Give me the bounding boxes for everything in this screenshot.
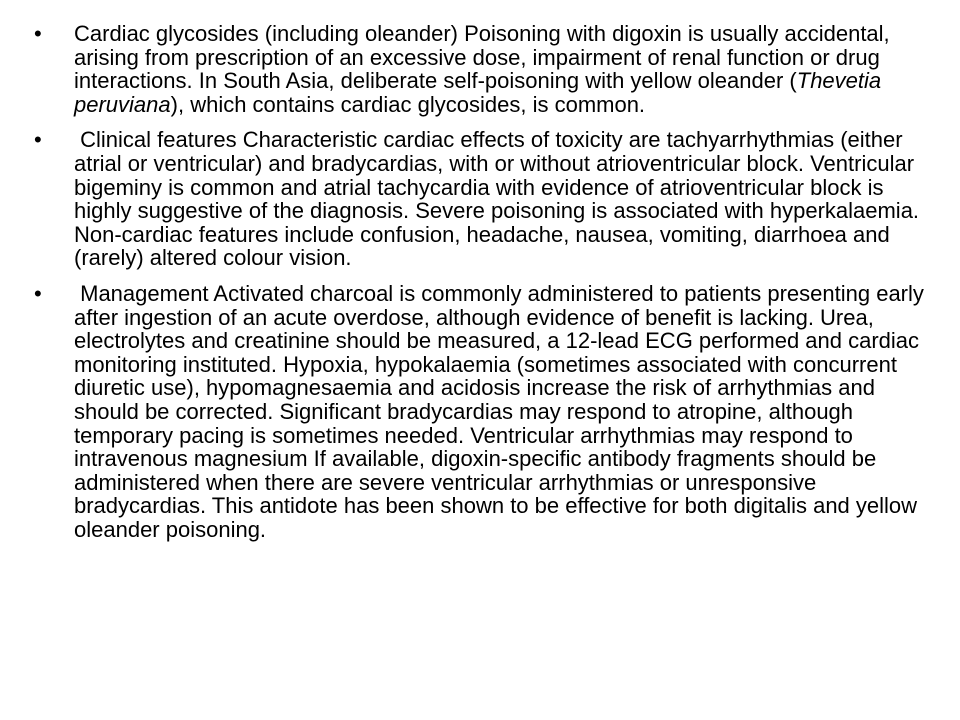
bullet-text-clinical-features: Clinical features Characteristic cardiac effects of toxicity are tachyarrhythmias (either atrial or ventricular) and bradycardias, with or without atrioventricular block. Ventricular bigeminy is common and atrial tachycardia with evidence of atrioventricular block is highly suggestive of the diagnosis. Severe poisoning is associated with hyperkalaemia. Non-cardiac features include confusion, headache, nausea, vomiting, diarrhoea and (rarely) altered colour vision. [74, 127, 926, 271]
bullet-item-management [34, 282, 934, 542]
bullet-text-part: ), which contains cardiac glycosides, is common. [170, 91, 646, 117]
italic-species-name: Thevetia peruviana [74, 68, 882, 117]
bullet-dot-icon: • [34, 280, 42, 306]
bullet-text-management: Management Activated charcoal is commonly administered to patients presenting early after ingestion of an acute overdose, although evidence of benefit is lacking. Urea, electrolytes and creatinine should be measured, a 12-lead ECG performed and cardiac monitoring instituted. Hypoxia, hypokalaemia (sometimes associated with concurrent diuretic use), hypomagnesaemia and acidosis increase the risk of arrhythmias and should be corrected. Significant bradycardias may respond to atropine, although temporary pacing is sometimes needed. Ventricular arrhythmias may respond to intravenous magnesium If available, digoxin-specific antibody fragments should be administered when there are severe ventricular arrhythmias or unresponsive bradycardias. This antidote has been shown to be effective for both digitalis and yellow oleander poisoning. [74, 280, 931, 542]
bullet-dot-icon: • [34, 21, 42, 46]
bullet-dot-icon: • [34, 127, 42, 153]
bullet-text-cardiac-glycosides [74, 22, 934, 116]
bullet-item-cardiac-glycosides [34, 22, 934, 116]
bullet-text-part: Cardiac glycosides (including oleander) Poisoning with digoxin is usually accidental, arising from prescription of an excessive dose, impairment of renal function or drug interactions. In South Asia, deliberate self-poisoning with yellow oleander ( [74, 21, 890, 94]
bullet-list [34, 22, 934, 553]
bullet-item-clinical-features [34, 128, 934, 270]
